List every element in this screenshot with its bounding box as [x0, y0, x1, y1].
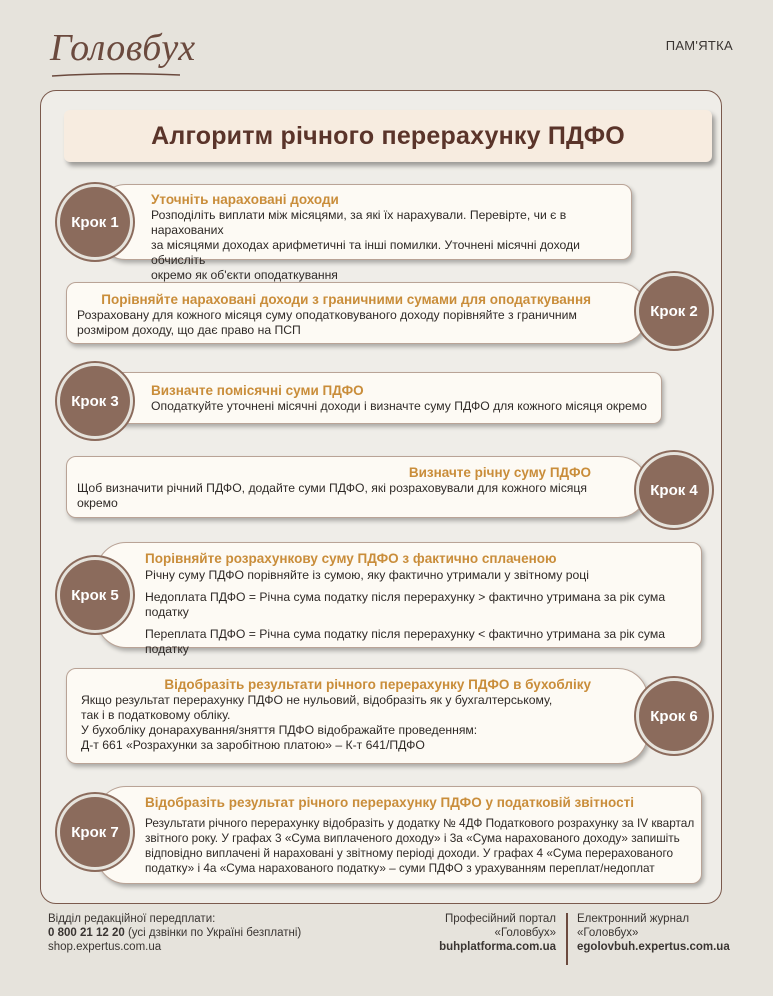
- step-5-title: Порівняйте розрахункову суму ПДФО з фактично сплаченою: [145, 551, 557, 566]
- step-6-badge: [639, 681, 709, 751]
- step-2-line-1: Розраховану для кожного місяця суму оподатковуваного доходу порівняйте з граничним: [77, 308, 577, 322]
- step-2-badge: [639, 276, 709, 346]
- step-7-line-3: відповідно виплачені й нараховані у звітному періоді доходи. У графах 4 «Сума перерахованого: [145, 846, 674, 860]
- step-5-badge: [60, 560, 130, 630]
- footer-shop-link[interactable]: shop.expertus.com.ua: [48, 941, 162, 953]
- step-7-title: Відобразіть результат річного перерахунку ПДФО у податковій звітності: [145, 795, 634, 810]
- step-7-line-4: податку» і 4а «Сума нарахованого податку» – суми ПДФО з урахуванням переплат/недоплат: [145, 861, 655, 875]
- footer-portal-link[interactable]: buhplatforma.com.ua: [439, 941, 556, 953]
- step-3-box: [96, 372, 662, 424]
- logo-underline: [50, 70, 185, 80]
- step-6-line-2: так і в податковому обліку.: [81, 708, 231, 722]
- step-7-box: [96, 786, 702, 884]
- memo-label: ПАМ'ЯТКА: [665, 38, 733, 53]
- step-5-line-4: податку: [145, 642, 189, 656]
- step-1-badge: [60, 187, 130, 257]
- step-1-title: Уточніть нараховані доходи: [151, 192, 339, 207]
- step-1-line-2: за місяцями доходах арифметичні та інші помилки. Уточнені місячні доходи обчисліть: [151, 238, 580, 267]
- step-2-badge-label: Крок 2: [650, 302, 698, 320]
- step-3-badge: [60, 366, 130, 436]
- step-5-line-1: Річну суму ПДФО порівняйте із сумою, яку фактично утримали у звітному році: [145, 568, 589, 582]
- footer-phone-note: (усі дзвінки по Україні безплатні): [127, 927, 302, 939]
- step-6-badge-label: Крок 6: [650, 707, 698, 725]
- step-4-line-1: Щоб визначити річний ПДФО, додайте суми ПДФО, які розраховували для кожного місяця: [77, 481, 587, 495]
- step-4-line-2: окремо: [77, 496, 118, 510]
- footer-portal: [416, 912, 556, 954]
- footer-phone-line: [48, 926, 301, 940]
- footer-journal: [577, 912, 730, 954]
- step-3-badge-label: Крок 3: [71, 392, 119, 410]
- footer-phone[interactable]: 0 800 21 12 20: [48, 927, 125, 939]
- step-6-title: Відобразіть результати річного перерахунку ПДФО в бухобліку: [164, 677, 591, 692]
- step-4-box: [66, 456, 648, 518]
- step-2-title: Порівняйте нараховані доходи з граничними сумами для оподаткування: [101, 292, 591, 307]
- step-1-line-1: Розподіліть виплати між місяцями, за які їх нарахували. Перевірте, чи є в нарахованих: [151, 208, 567, 237]
- footer-separator: [566, 913, 568, 965]
- footer-journal-line1: Електронний журнал: [577, 913, 690, 925]
- footer-journal-link[interactable]: egolovbuh.expertus.com.ua: [577, 941, 730, 953]
- step-7-badge: [60, 797, 130, 867]
- step-6-box: [66, 668, 648, 764]
- step-5-badge-label: Крок 5: [71, 586, 119, 604]
- footer-subscription-label: Відділ редакційної передплати:: [48, 913, 216, 925]
- step-7-badge-label: Крок 7: [71, 823, 119, 841]
- step-3-line-1: Оподаткуйте уточнені місячні доходи і визначте суму ПДФО для кожного місяця окремо: [151, 399, 647, 413]
- step-3-title: Визначте помісячні суми ПДФО: [151, 383, 364, 398]
- step-4-badge-label: Крок 4: [650, 481, 698, 499]
- step-5-line-2: Недоплата ПДФО = Річна сума податку після перерахунку > фактично утримана за рік сума податку: [145, 590, 666, 619]
- step-4-title: Визначте річну суму ПДФО: [408, 465, 591, 480]
- title-box: [64, 110, 712, 162]
- step-7-line-2: звітного року. У графах 3 «Сума виплаченого доходу» і 3а «Сума нарахованого доходу» запишіть: [145, 831, 680, 845]
- step-5-box: [96, 542, 702, 656]
- step-1-badge-label: Крок 1: [71, 213, 119, 231]
- step-4-badge: [639, 455, 709, 525]
- step-2-box: [66, 282, 648, 344]
- footer-subscription: [48, 912, 301, 954]
- logo: Головбух: [50, 27, 196, 69]
- footer-portal-line2: «Головбух»: [494, 927, 556, 939]
- step-7-line-1: Результати річного перерахунку відобразіть у додатку № 4ДФ Податкового розрахунку за IV квартал: [145, 816, 695, 830]
- footer-journal-line2: «Головбух»: [577, 927, 639, 939]
- step-5-line-3: Переплата ПДФО = Річна сума податку після перерахунку < фактично утримана за рік сума: [145, 627, 665, 641]
- step-2-line-2: розміром доходу, що дає право на ПСП: [77, 323, 301, 337]
- step-1-box: [96, 184, 632, 282]
- step-6-line-4: Д-т 661 «Розрахунки за заробітною платою» – К-т 641/ПДФО: [81, 738, 425, 752]
- step-1-line-3: окремо як об'єкти оподаткування: [151, 268, 338, 282]
- footer-portal-line1: Професійний портал: [444, 913, 556, 925]
- step-6-line-1: Якщо результат перерахунку ПДФО не нульовий, відобразіть як у бухгалтерському,: [81, 693, 553, 707]
- page-title: Алгоритм річного перерахунку ПДФО: [151, 121, 625, 150]
- step-6-line-3: У бухобліку донарахування/зняття ПДФО відображайте проведенням:: [81, 723, 478, 737]
